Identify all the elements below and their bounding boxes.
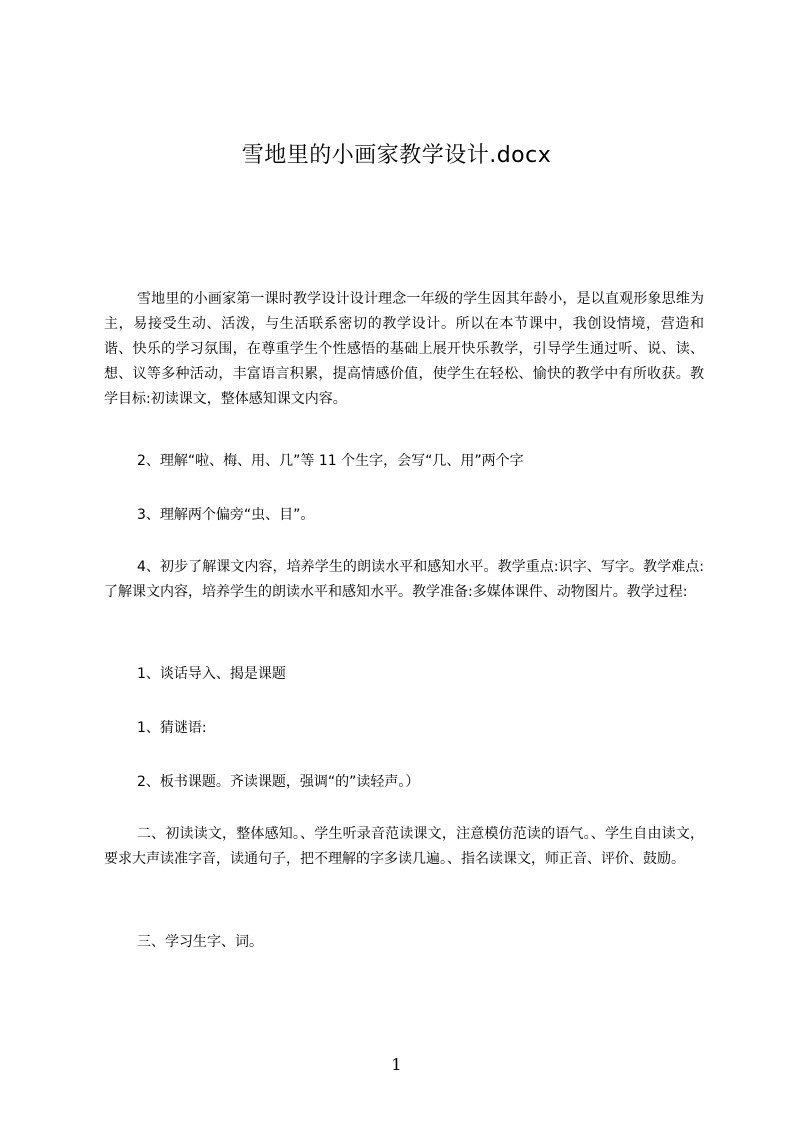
paragraph-goal-3: 3、理解两个偏旁“虫、目”。 [137, 507, 315, 523]
page-number: 1 [391, 1055, 402, 1074]
paragraph-intro: 雪地里的小画家第一课时教学设计设计理念一年级的学生因其年龄小，是以直观形象思维为主，易接受生动、活泼，与生活联系密切的教学设计。所以在本节课中，我创设情境，营造和谐、快乐的学习氛围，在尊重学生个性感悟的基础上展开快乐教学，引导学生通过听、说、读、想、议等多种活动，丰富语言积累，提高情感价值，使学生在轻松、愉快的教学中有所收获。教学目标:初读课文，整体感知课文内容。 [104, 291, 704, 407]
paragraph-goal-4: 4、初步了解课文内容，培养学生的朗读水平和感知水平。教学重点:识字、写字。教学难点:了解课文内容，培养学生的朗读水平和感知水平。教学准备:多媒体课件、动物图片。教学过程: [104, 559, 704, 600]
paragraph-step-2: 二、初读读文，整体感知。、学生听录音范读课文，注意模仿范读的语气。、学生自由读文，要求大声读准字音，读通句子，把不理解的字多读几遍。、指名读课文，师正音、评价、鼓励。 [104, 826, 704, 867]
paragraph-step-1: 1、谈话导入、揭是课题 [137, 666, 286, 682]
document-title: 雪地里的小画家教学设计.docx [241, 143, 552, 168]
paragraph-goal-2: 2、理解“啦、梅、用、几”等 11 个生字，会写“几、用”两个字 [137, 453, 524, 469]
paragraph-step-3: 三、学习生字、词。 [137, 934, 263, 950]
paragraph-riddle: 1、猜谜语: [137, 720, 207, 736]
paragraph-board-title: 2、板书课题。齐读课题，强调“的”读轻声。） [137, 774, 420, 790]
